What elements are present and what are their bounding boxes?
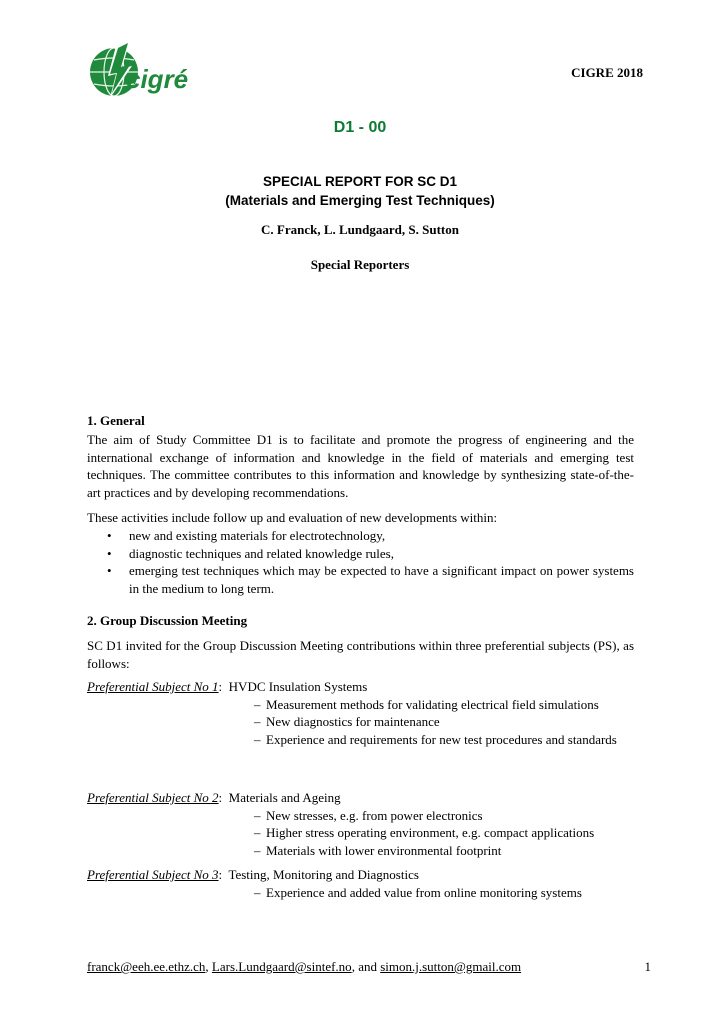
email-link-lundgaard[interactable]: Lars.Lundgaard@sintef.no bbox=[211, 959, 352, 974]
list-item: – Higher stress operating environment, e.g. compact applications bbox=[254, 825, 595, 841]
report-title-line2: (Materials and Emerging Test Techniques) bbox=[225, 193, 495, 208]
list-item: • new and existing materials for electrotechnology, bbox=[107, 528, 386, 543]
section2-paragraph: SC D1 invited for the Group Discussion Meeting contributions within three preferential subjects (PS), as follows: bbox=[87, 638, 634, 671]
cigre-globe-icon bbox=[86, 38, 196, 118]
section1-bullet-list bbox=[87, 527, 634, 597]
document-id: D1 - 00 bbox=[333, 119, 387, 136]
ps-label: Preferential Subject No 2 bbox=[87, 790, 219, 805]
list-item: – Experience and requirements for new test procedures and standards bbox=[254, 731, 617, 747]
preferential-subject-1: Preferential Subject No 1: HVDC Insulation Systems – Measurement methods for validating electrical field simulations – New diagnostics for maintenance – Experience and requirements for new test procedures and standards bbox=[87, 678, 647, 748]
ps-label: Preferential Subject No 1 bbox=[87, 679, 219, 694]
bullet-icon: • bbox=[107, 528, 112, 543]
email-link-sutton[interactable]: simon.j.sutton@gmail.com bbox=[380, 959, 522, 974]
list-item: • diagnostic techniques and related knowledge rules, bbox=[107, 545, 394, 561]
email-link-franck[interactable]: franck@eeh.ee.ethz.ch bbox=[87, 959, 206, 974]
list-item: – New diagnostics for maintenance bbox=[254, 714, 440, 730]
list-item: – Experience and added value from online monitoring systems bbox=[254, 884, 582, 900]
conference-label: CIGRE 2018 bbox=[571, 65, 643, 80]
author-role: Special Reporters bbox=[310, 257, 410, 272]
ps-label: Preferential Subject No 3 bbox=[87, 867, 219, 882]
authors: C. Franck, L. Lundgaard, S. Sutton bbox=[261, 222, 459, 237]
ps-topic: HVDC Insulation Systems bbox=[228, 679, 368, 694]
preferential-subject-3: Preferential Subject No 3: Testing, Monitoring and Diagnostics – Experience and added value from online monitoring systems bbox=[87, 866, 647, 901]
ps-topic: Testing, Monitoring and Diagnostics bbox=[228, 867, 419, 882]
list-item: – New stresses, e.g. from power electronics bbox=[254, 807, 483, 823]
report-title bbox=[0, 172, 720, 210]
preferential-subject-2: Preferential Subject No 2: Materials and Ageing – New stresses, e.g. from power electronics – Higher stress operating environment, e.g. compact applications – Materials with lower environmental footprint bbox=[87, 789, 647, 859]
section1-heading: 1. General bbox=[87, 413, 145, 428]
ps-topic: Materials and Ageing bbox=[228, 790, 341, 805]
list-item: • emerging test techniques which may be expected to have a significant impact on power systems in the medium to long term. bbox=[107, 563, 634, 596]
cigre-logo bbox=[86, 38, 196, 118]
section1-paragraph: The aim of Study Committee D1 is to facilitate and promote the progress of engineering and the international exchange of information and knowledge in the field of materials and emerging test techniques. The committee contributes to this information and knowledge by synthesizing state-of-the-art practices and by developing recommendations. bbox=[87, 432, 634, 500]
svg-text:cigré: cigré bbox=[126, 64, 189, 94]
bullet-icon: • bbox=[107, 563, 112, 579]
report-title-line1: SPECIAL REPORT FOR SC D1 bbox=[262, 174, 458, 189]
section1-intro-list: These activities include follow up and evaluation of new developments within: bbox=[87, 510, 498, 525]
list-item: – Measurement methods for validating electrical field simulations bbox=[254, 696, 599, 712]
page-number: 1 bbox=[644, 959, 651, 974]
section2-heading: 2. Group Discussion Meeting bbox=[87, 613, 248, 628]
list-item: – Materials with lower environmental footprint bbox=[254, 842, 502, 858]
footer-contacts: franck@eeh.ee.ethz.ch, Lars.Lundgaard@sintef.no, and simon.j.sutton@gmail.com bbox=[87, 959, 522, 974]
bullet-icon: • bbox=[107, 545, 112, 561]
